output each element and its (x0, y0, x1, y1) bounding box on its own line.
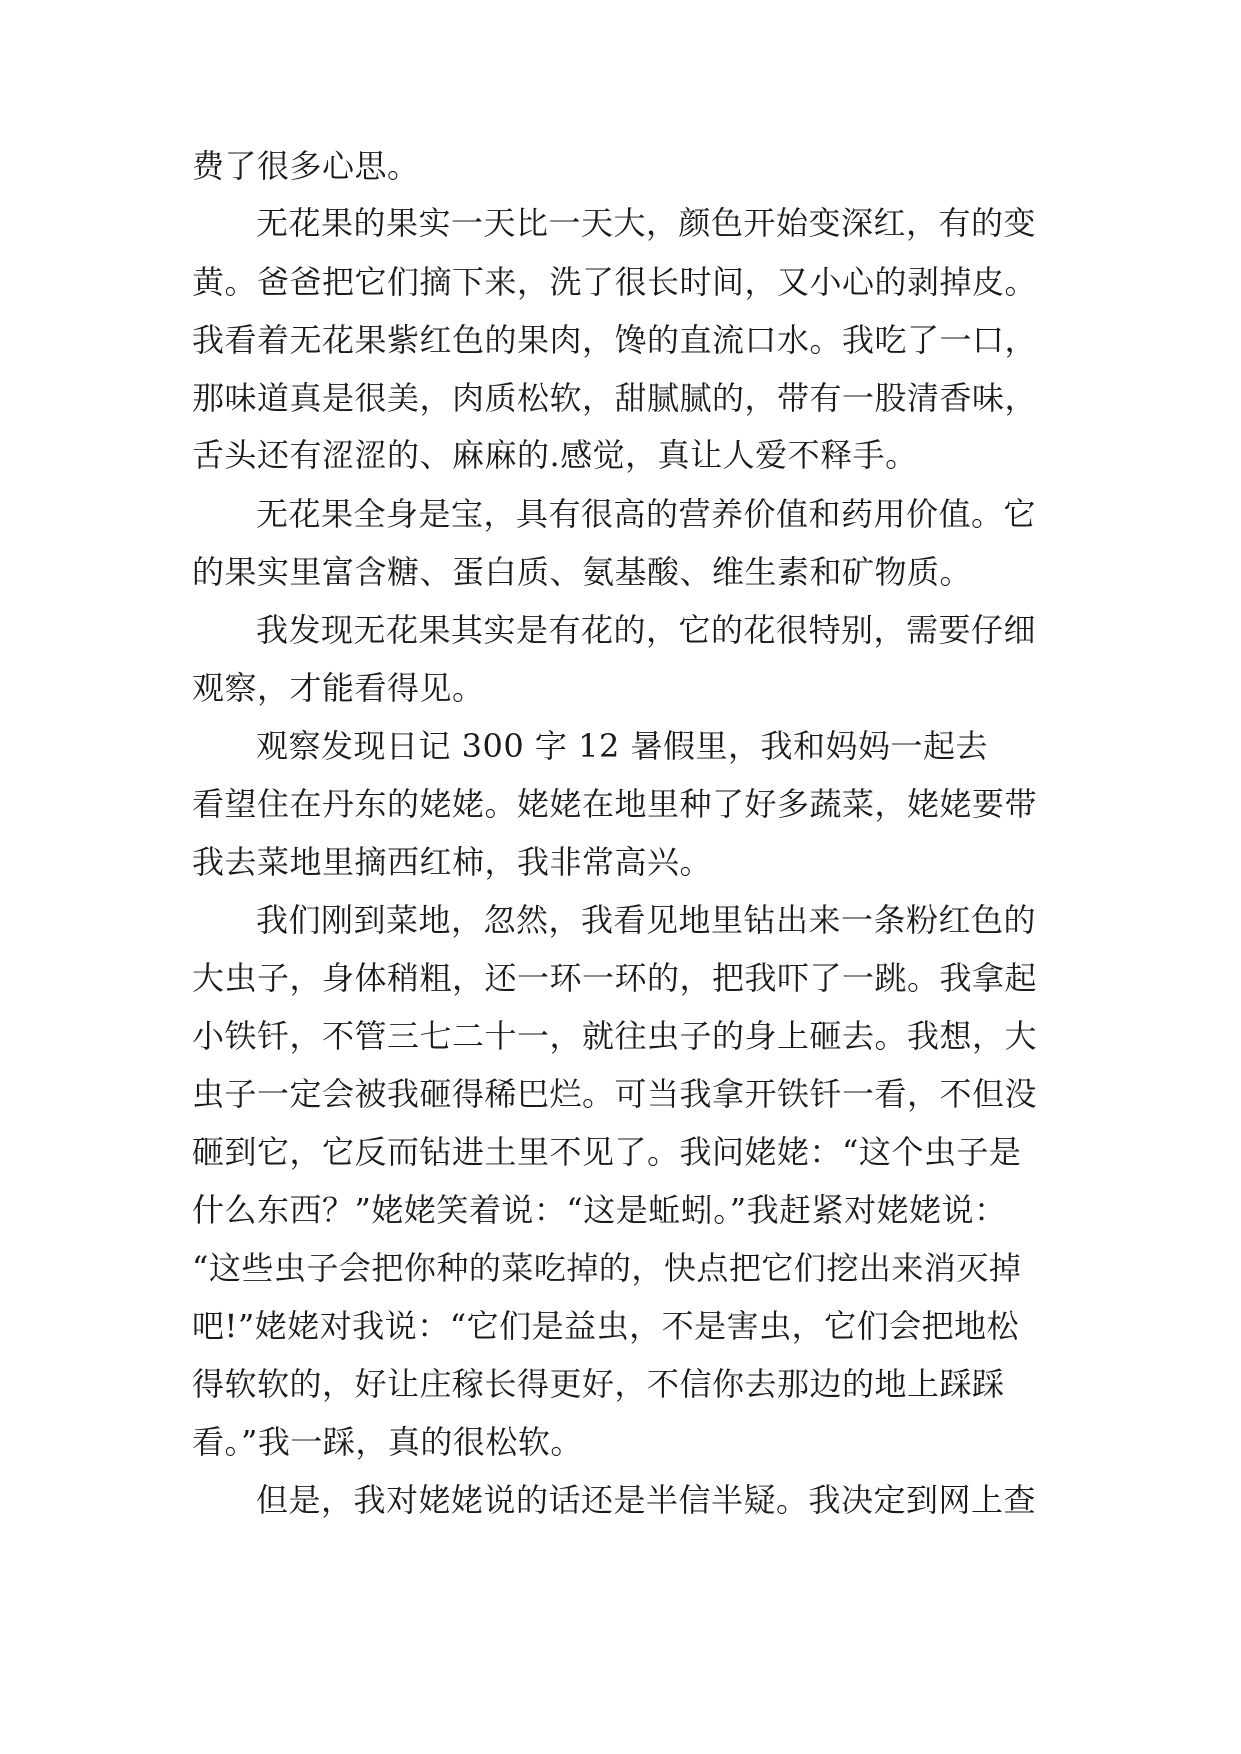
text-line: 砸到它，它反而钻进土里不见了。我问姥姥：“这个虫子是 (192, 1133, 1022, 1171)
text-line: 黄。爸爸把它们摘下来，洗了很长时间，又小心的剥掉皮。 (192, 263, 1038, 301)
text-line: 得软软的，好让庄稼长得更好，不信你去那边的地上踩踩 (192, 1365, 1005, 1403)
paragraph-start: 我们刚到菜地，忽然，我看见地里钻出来一条粉红色的 (256, 901, 1037, 939)
text-line: “这些虫子会把你种的菜吃掉的，快点把它们挖出来消灭掉 (192, 1249, 1022, 1287)
text-line: 看。”我一踩，真的很松软。 (192, 1423, 583, 1461)
text-line: 费了很多心思。 (192, 147, 420, 185)
paragraph-start: 无花果的果实一天比一天大，颜色开始变深红，有的变 (256, 204, 1037, 242)
text-line: 我看着无花果紫红色的果肉，馋的直流口水。我吃了一口， (192, 321, 1038, 359)
paragraph-start: 但是，我对姥姥说的话还是半信半疑。我决定到网上查 (256, 1481, 1037, 1519)
paragraph-start: 无花果全身是宝，具有很高的营养价值和药用价值。它 (256, 495, 1037, 533)
text-line: 虫子一定会被我砸得稀巴烂。可当我拿开铁钎一看，不但没 (192, 1075, 1038, 1113)
text-line: 舌头还有涩涩的、麻麻的.感觉，真让人爱不释手。 (192, 436, 918, 474)
text-line: 的果实里富含糖、蛋白质、氨基酸、维生素和矿物质。 (192, 553, 973, 591)
text-line: 那味道真是很美，肉质松软，甜腻腻的，带有一股清香味， (192, 379, 1038, 417)
text-line: 大虫子，身体稍粗，还一环一环的，把我吓了一跳。我拿起 (192, 959, 1038, 997)
text-line: 观察，才能看得见。 (192, 669, 485, 707)
text-line: 小铁钎，不管三七二十一，就往虫子的身上砸去。我想，大 (192, 1017, 1038, 1055)
text-line: 什么东西？”姥姥笑着说：“这是蚯蚓。”我赶紧对姥姥说： (192, 1191, 1007, 1229)
paragraph-start: 观察发现日记 300 字 12 暑假里，我和妈妈一起去 (256, 727, 988, 765)
text-line: 看望住在丹东的姥姥。姥姥在地里种了好多蔬菜，姥姥要带 (192, 785, 1038, 823)
paragraph-start: 我发现无花果其实是有花的，它的花很特别，需要仔细 (256, 611, 1037, 649)
text-line: 吧!”姥姥对我说：“它们是益虫，不是害虫，它们会把地松 (192, 1307, 1020, 1345)
text-line: 我去菜地里摘西红柿，我非常高兴。 (192, 843, 713, 881)
